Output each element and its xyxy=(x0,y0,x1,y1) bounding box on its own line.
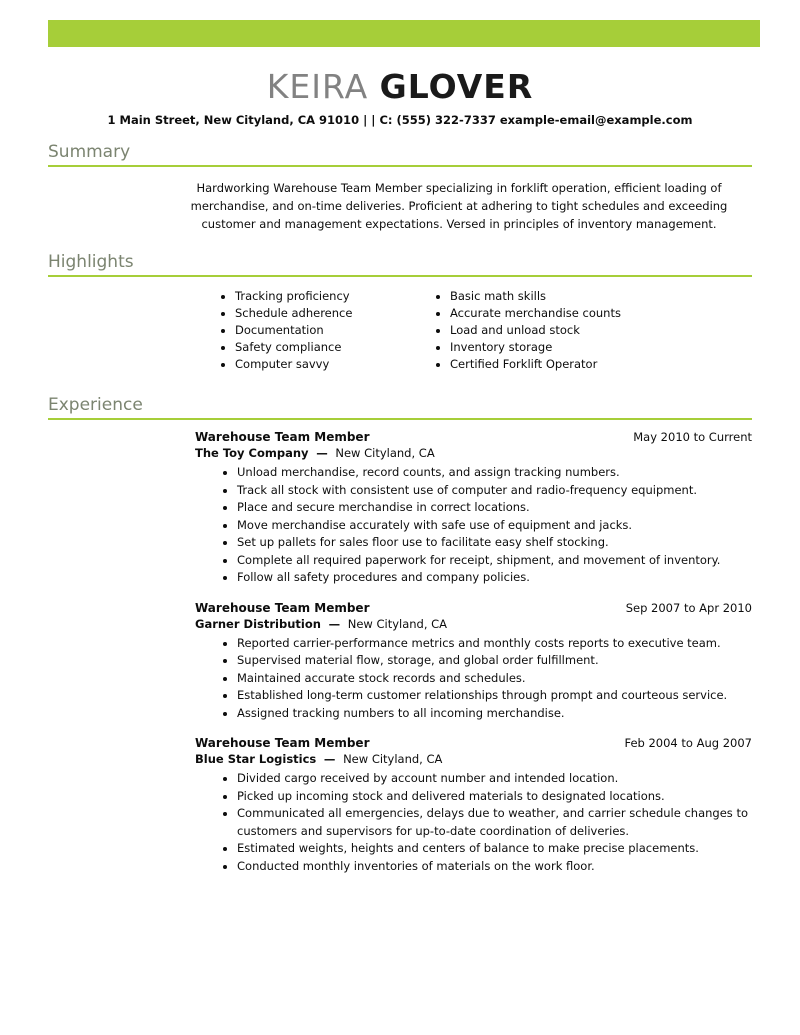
job-title: Warehouse Team Member xyxy=(195,430,370,444)
job-header xyxy=(195,429,752,445)
highlight-item: • Basic math skills xyxy=(450,288,635,305)
job-bullet: • Supervised material flow, storage, and global order fulfillment. xyxy=(237,652,752,670)
experience-divider xyxy=(48,418,752,420)
highlights-divider xyxy=(48,275,752,277)
job-bullet: • Reported carrier-performance metrics and monthly costs reports to executive team. xyxy=(237,635,752,653)
job-bullet: • Track all stock with consistent use of computer and radio-frequency equipment. xyxy=(237,482,752,500)
summary-text: Hardworking Warehouse Team Member specializing in forklift operation, efficient loading of merchandise, and on-time deliveries. Proficient at adhering to tight schedules and exceeding customer and management expectations. Versed in principles of inventory management. xyxy=(190,181,728,231)
job-bullet: • Follow all safety procedures and company policies. xyxy=(237,569,752,587)
company-line xyxy=(195,751,752,767)
highlights-columns xyxy=(205,288,752,373)
experience-section xyxy=(48,395,752,875)
company-name: Garner Distribution xyxy=(195,616,321,631)
contact-line: 1 Main Street, New Cityland, CA 91010 | | C: (555) 322-7337 example-email@example.com xyxy=(107,113,693,127)
highlights-section xyxy=(48,252,752,373)
job-bullet: • Set up pallets for sales floor use to facilitate easy shelf stocking. xyxy=(237,534,752,552)
highlight-item: • Schedule adherence xyxy=(235,305,420,322)
summary-divider xyxy=(48,165,752,167)
job-title: Warehouse Team Member xyxy=(195,736,370,750)
summary-section xyxy=(48,142,752,233)
job-dates: Feb 2004 to Aug 2007 xyxy=(624,736,752,750)
highlight-item: • Accurate merchandise counts xyxy=(450,305,635,322)
highlight-item: • Tracking proficiency xyxy=(235,288,420,305)
job-bullet: • Conducted monthly inventories of materials on the work floor. xyxy=(237,858,752,876)
candidate-first-name: KEIRA xyxy=(266,67,369,106)
company-line xyxy=(195,616,752,632)
highlights-column-1 xyxy=(205,288,420,373)
job-bullet: • Assigned tracking numbers to all incoming merchandise. xyxy=(237,705,752,723)
job-bullet-list xyxy=(195,635,752,723)
job-entry xyxy=(195,429,752,587)
job-bullet-list xyxy=(195,770,752,875)
job-bullet: • Unload merchandise, record counts, and assign tracking numbers. xyxy=(237,464,752,482)
job-bullet-list xyxy=(195,464,752,587)
accent-top-bar xyxy=(48,20,760,47)
company-name: Blue Star Logistics xyxy=(195,752,317,766)
job-dates: Sep 2007 to Apr 2010 xyxy=(625,600,752,615)
job-bullet: • Maintained accurate stock records and schedules. xyxy=(237,670,752,688)
highlights-heading: Highlights xyxy=(48,252,134,272)
job-bullet: • Move merchandise accurately with safe use of equipment and jacks. xyxy=(237,517,752,535)
job-bullet: • Estimated weights, heights and centers of balance to make precise placements. xyxy=(237,840,752,858)
company-name: The Toy Company xyxy=(195,446,309,460)
company-location: New Cityland, CA xyxy=(343,752,443,766)
highlight-item: • Safety compliance xyxy=(235,339,420,356)
company-location-dash: — xyxy=(316,446,328,460)
company-location-dash: — xyxy=(323,752,336,766)
job-entry xyxy=(195,735,752,875)
summary-heading: Summary xyxy=(48,142,131,162)
job-header xyxy=(195,735,752,751)
job-bullet: • Established long-term customer relationships through prompt and courteous service. xyxy=(237,687,752,705)
job-bullet: • Picked up incoming stock and delivered materials to designated locations. xyxy=(237,788,752,806)
highlight-item: • Inventory storage xyxy=(450,339,635,356)
company-location: New Cityland, CA xyxy=(347,616,448,631)
highlight-item: • Load and unload stock xyxy=(450,322,635,339)
highlight-item: • Computer savvy xyxy=(235,356,420,373)
job-bullet: • Divided cargo received by account number and intended location. xyxy=(237,770,752,788)
experience-content xyxy=(195,429,752,875)
candidate-name xyxy=(0,69,800,105)
experience-heading: Experience xyxy=(48,395,143,415)
job-bullet: • Communicated all emergencies, delays due to weather, and carrier schedule changes to customers and supervisors for up-to-date coordination of deliveries. xyxy=(237,805,752,840)
job-entry xyxy=(195,600,752,723)
highlight-item: • Documentation xyxy=(235,322,420,339)
company-location: New Cityland, CA xyxy=(335,446,435,460)
company-line xyxy=(195,445,752,461)
job-title: Warehouse Team Member xyxy=(195,600,370,615)
highlights-list-2 xyxy=(420,288,635,373)
job-bullet: • Complete all required paperwork for receipt, shipment, and movement of inventory. xyxy=(237,552,752,570)
highlights-list-1 xyxy=(205,288,420,373)
job-bullet: • Place and secure merchandise in correct locations. xyxy=(237,499,752,517)
company-location-dash: — xyxy=(328,616,341,631)
highlight-item: • Certified Forklift Operator xyxy=(450,356,635,373)
job-dates: May 2010 to Current xyxy=(633,430,752,444)
job-header xyxy=(195,600,752,616)
highlights-column-2 xyxy=(420,288,635,373)
candidate-last-name: GLOVER xyxy=(379,67,534,106)
